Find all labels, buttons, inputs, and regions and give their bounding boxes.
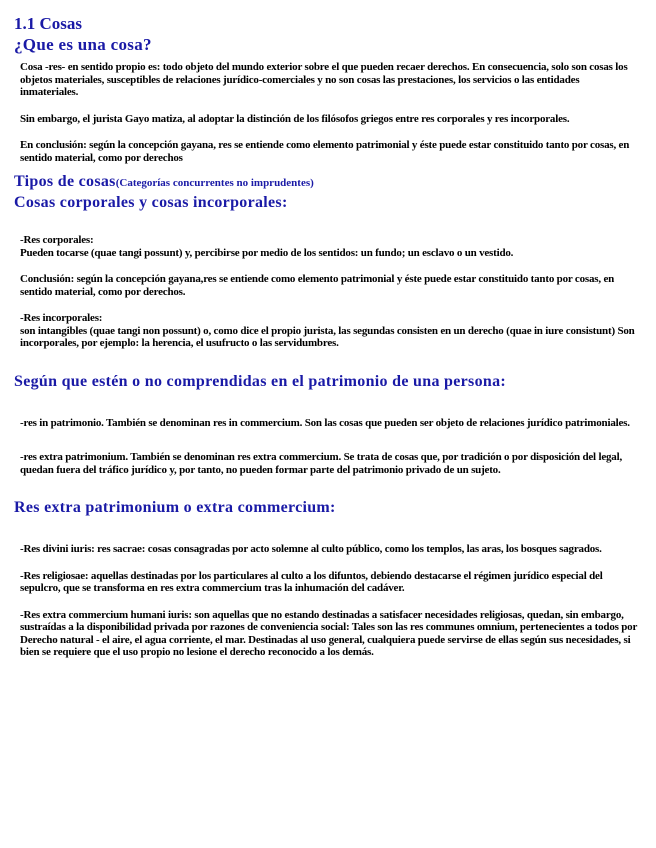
tipos-title: Tipos de cosas: [14, 173, 116, 190]
question-heading: ¿Que es una cosa?: [14, 35, 152, 54]
tipos-subtitle: (Categorías concurrentes no imprudentes): [115, 177, 314, 189]
section-heading-cosas: 1.1 Cosas: [14, 14, 83, 33]
res-humani-iuris: -Res extra commercium humani iuris: son aquellas que no estando destinadas a satisfacer necesidades religiosas, quedan, sin embargo, sustraídas a la disponibilidad privada por razones de conveniencia social: Tales son las res communes omnium, pertenecientes a todos por Derecho natural - el aire, el agua corriente, el mar. Destinadas al uso general, cualquiera puede servirse de ellas según sus necesidades, si bien se requiere que el uso propio no lesione el derecho reconocido a los demás.: [20, 608, 637, 658]
paragraph-conclusion: En conclusión: según la concepción gayana, res se entiende como elemento patrimonial y éste puede estar constituido tanto por cosas, en sentido material, como por derechos: [20, 139, 630, 164]
res-divini-iuris: -Res divini iuris: res sacrae: cosas consagradas por acto solemne al culto público, como los templos, las aras, los bosques sagrados.: [20, 543, 602, 555]
corporales-heading: Cosas corporales y cosas incorporales:: [14, 194, 288, 211]
tipos-heading: [14, 172, 642, 193]
res-corporales-text: Pueden tocarse (quae tangi possunt) y, percibirse por medio de los sentidos: un fundo; un esclavo o un vestido.: [20, 246, 514, 259]
res-extra-patrimonium: -res extra patrimonium. También se denominan res extra commercium. Se trata de cosas que, por tradición o por disposición del legal, quedan fuera del tráfico jurídico y, por tanto, no pueden formar parte del patrimonio privado de un sujeto.: [20, 451, 623, 476]
patrimonio-heading: Según que estén o no comprendidas en el patrimonio de una persona:: [14, 372, 507, 390]
paragraph-definition: Cosa -res- en sentido propio es: todo objeto del mundo exterior sobre el que pueden recaer derechos. En consecuencia, solo son cosas los objetos materiales, susceptibles de relaciones jurídico-comerciales y no son cosas las prestaciones, los servicios o las entidades inmateriales.: [20, 61, 628, 98]
paragraph-conclusion-2: Conclusión: según la concepción gayana,res se entiende como elemento patrimonial y éste puede estar constituido tanto por cosas, en sentido material, como por derechos.: [20, 273, 615, 298]
res-religiosae: -Res religiosae: aquellas destinadas por los particulares al culto a los difuntos, debiendo destacarse el régimen jurídico especial del sepulcro, que se transforma en res extra commercium tras la inhumación del cadáver.: [20, 569, 603, 594]
res-in-patrimonio: -res in patrimonio. También se denominan res in commercium. Son las cosas que pueden ser objeto de relaciones jurídico patrimoniales.: [20, 416, 630, 429]
res-incorporales-text: son intangibles (quae tangi non possunt) o, como dice el propio jurista, las segundas consisten en un derecho (quae in iure consistunt) Son incorporales, por ejemplo: la herencia, el usufructo o las servidumbres.: [20, 324, 635, 349]
res-incorporales-label: -Res incorporales:: [20, 312, 103, 324]
paragraph-gayo: Sin embargo, el jurista Gayo matiza, al adoptar la distinción de los filósofos griegos entre res corporales y res incorporales.: [20, 112, 570, 125]
extra-commercium-heading: Res extra patrimonium o extra commercium:: [14, 499, 336, 516]
res-corporales-label: -Res corporales:: [20, 234, 94, 246]
